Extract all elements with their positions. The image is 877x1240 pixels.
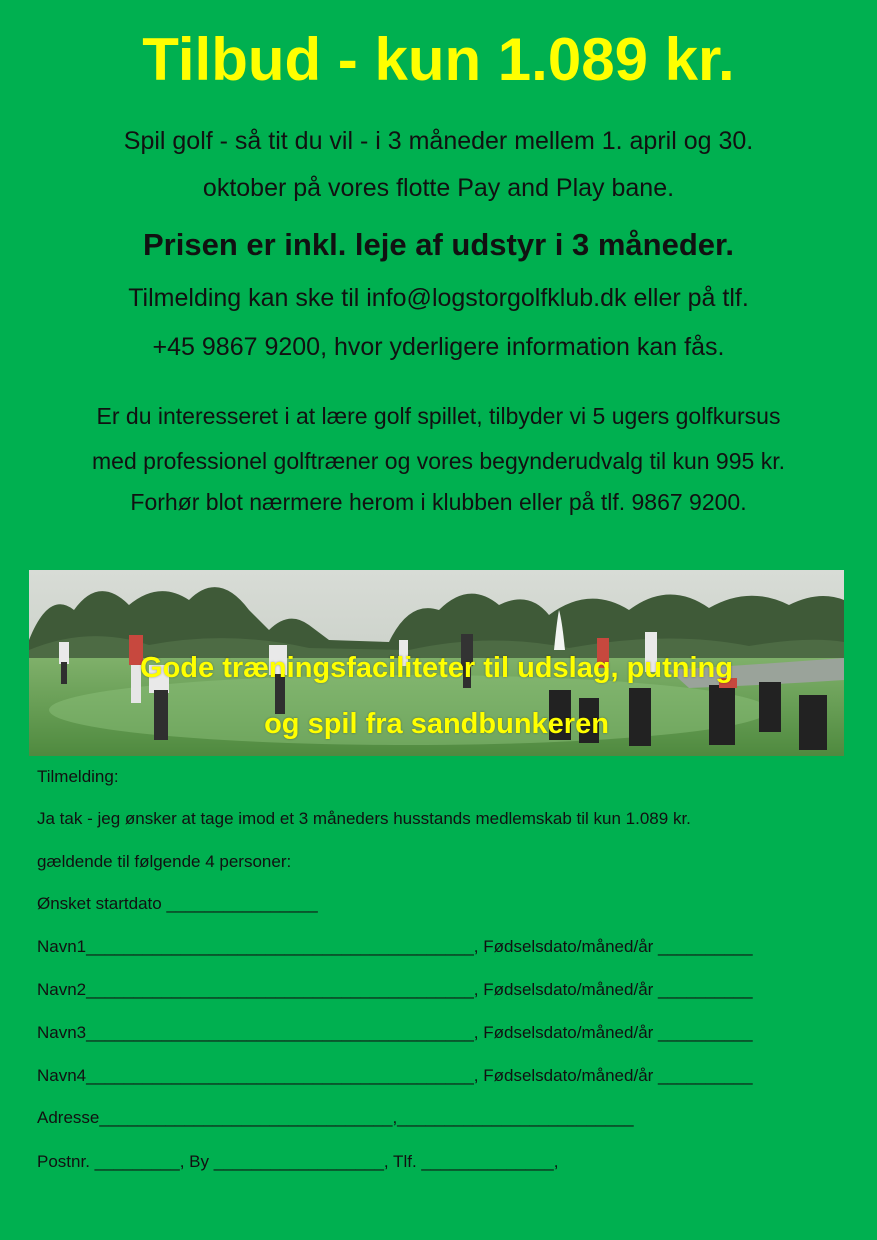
intro-line-3: Tilmelding kan ske til info@logstorgolfklub.dk eller på tlf. (128, 284, 749, 312)
intro-line-1: Spil golf - så tit du vil - i 3 måneder mellem 1. april og 30. (123, 127, 754, 155)
course-line-1: Er du interesseret i at lære golf spillet, tilbyder vi 5 ugers golfkursus (96, 403, 781, 429)
form-membership-line: Ja tak - jeg ønsker at tage imod et 3 måneders husstands medlemskab til kun 1.089 kr. (37, 809, 691, 828)
intro-line-4: +45 9867 9200, hvor yderligere information kan fås. (152, 333, 725, 361)
golf-practice-photo (29, 570, 844, 756)
form-name2-field: Navn2_________________________________________, Fødselsdato/måned/år __________ (37, 980, 753, 999)
offer-title: Tilbud - kun 1.089 kr. (142, 26, 735, 93)
form-heading: Tilmelding: (37, 767, 119, 786)
photo-caption-line-2: og spil fra sandbunkeren (264, 708, 609, 740)
form-postal-field: Postnr. _________, By __________________, Tlf. ______________, (37, 1152, 559, 1171)
form-startdate-field: Ønsket startdato ________________ (37, 894, 318, 913)
form-name4-field: Navn4_________________________________________, Fødselsdato/måned/år __________ (37, 1066, 753, 1085)
photo-caption-line-1: Gode træningsfaciliteter til udslag, putning (140, 652, 733, 684)
course-line-2: med professionel golftræner og vores begynderudvalg til kun 995 kr. (92, 448, 785, 474)
intro-line-2: oktober på vores flotte Pay and Play bane. (202, 174, 675, 202)
form-persons-line: gældende til følgende 4 personer: (37, 852, 292, 871)
price-note: Prisen er inkl. leje af udstyr i 3 måneder. (143, 227, 734, 262)
course-line-3: Forhør blot nærmere herom i klubben eller på tlf. 9867 9200. (130, 489, 747, 515)
form-name1-field: Navn1_________________________________________, Fødselsdato/måned/år __________ (37, 937, 753, 956)
form-name3-field: Navn3_________________________________________, Fødselsdato/måned/år __________ (37, 1023, 753, 1042)
form-address-field: Adresse_______________________________,_________________________ (37, 1108, 634, 1127)
